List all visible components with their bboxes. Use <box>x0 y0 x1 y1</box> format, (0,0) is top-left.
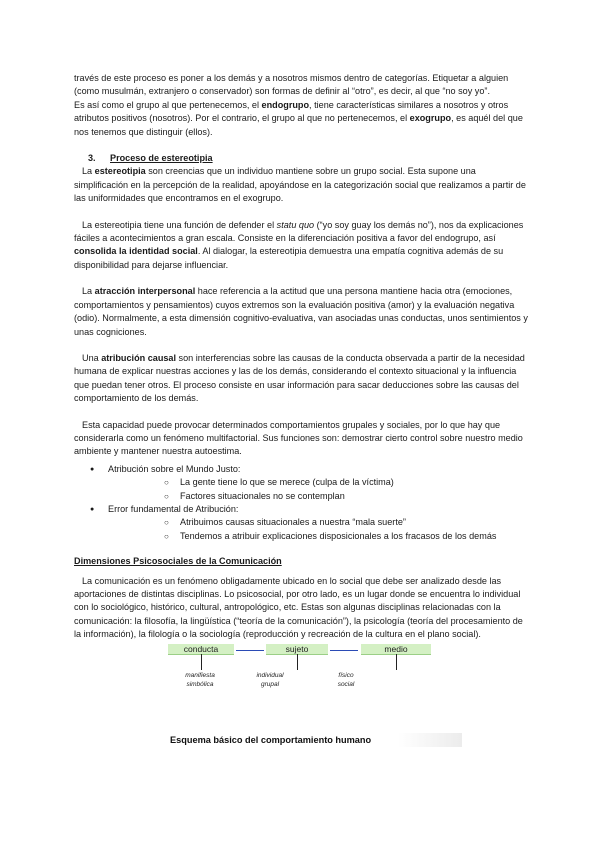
diagram-box-medio: medio <box>361 644 431 655</box>
list-item: ● Atribución sobre el Mundo Justo: ○ La gente tiene lo que se merece (culpa de la víctima) ○ Factores situacionales no se contemplan <box>74 463 530 503</box>
list-item: ○ Factores situacionales no se contemplan <box>108 490 530 503</box>
statu-quo-paragraph: La estereotipia tiene una función de defender el statu quo (“yo soy guay los demás no”), nos da explicaciones fáciles a acontecimientos a gran escala. Consiste en la diferenciación positiva a favor del endogrupo, así consolida la identidad social. Al dialogar, la estereotipia demuestra una empatía cognitiva además de su disponibilidad para dejarse influenciar. <box>74 219 524 270</box>
capacidad-paragraph: Esta capacidad puede provocar determinados comportamientos grupales y sociales, por lo que hay que considerarla como un fenómeno multifactorial. Sus funciones son: demostrar cierto control sobre nuestro medio ambiente y mantener nuestra autoestima. <box>74 419 523 457</box>
diagram-box-sujeto: sujeto <box>266 644 328 655</box>
endogrupo-paragraph: Es así como el grupo al que pertenecemos, el endogrupo, tiene características similares a nosotros y otros atributos positivos (nosotros). Por el contrario, el grupo al que no pertenecemos, el exogrupo, es aquél del que nos tenemos que distinguir (ellos). <box>74 99 523 137</box>
diagram-connector <box>330 650 358 651</box>
diagram-stem <box>297 654 298 670</box>
diagram-connector <box>236 650 264 651</box>
diagram-label-medio: físico social <box>337 672 355 688</box>
list-item: ○ Atribuimos causas situacionales a nuestra “mala suerte” <box>108 516 530 529</box>
intro-paragraph: través de este proceso es poner a los demás y a nosotros mismos dentro de categorías. Etiquetar a alguien (como musulmán, extranjero o conservador) son formas de definir al “otro”, es decir, al que “no soy yo”. <box>74 73 509 97</box>
section-title: Proceso de estereotipia <box>110 153 213 164</box>
diagram-label-sujeto: individual grupal <box>256 672 284 688</box>
attribution-list <box>74 463 530 543</box>
section-heading <box>88 152 530 165</box>
atribucion-paragraph: Una atribución causal son interferencias sobre las causas de la conducta observada a partir de la necesidad humana de explicar nuestras acciones y las de los demás, considerando el contexto situacional y la influencia que puedan tener otros. El proceso consiste en usar información para sacar deducciones sobre las causas del comportamiento de los demás. <box>74 352 525 404</box>
dimensiones-paragraph: La comunicación es un fenómeno obligadamente ubicado en lo social que debe ser analizado desde las aportaciones de distintas disciplinas. Lo psicosocial, por otro lado, es un lugar donde se encuentra lo individual con lo sociológico, histórico, cultural, antropológico, etc. Estas son algunas disciplinas relacionadas con la comunicación: la filosofía, la lingüística (“teoría de la comunicación”), la psicología (teoría del procesamiento de la información), la filología o la sociología (reproducción y recreación de la cultura en el plano social). <box>74 575 523 640</box>
atraccion-paragraph: La atracción interpersonal hace referencia a la actitud que una persona mantiene hacia otra (emociones, comportamientos y pensamientos) cuyos extremos son la evaluación positiva (amor) y la evaluación negativa (odio). Normalmente, a esta dimensión cognitivo-evaluativa, van asociadas unas conductas, unos sentimientos y unas cogniciones. <box>74 286 528 337</box>
diagram-title: Esquema básico del comportamiento humano <box>170 733 462 747</box>
behavior-diagram <box>164 644 464 754</box>
document-page <box>74 72 530 642</box>
diagram-box-conducta: conducta <box>168 644 234 655</box>
diagram-stem <box>201 654 202 670</box>
diagram-label-conducta: manifiesta simbólica <box>185 672 215 688</box>
section-number: 3. <box>88 153 96 164</box>
list-item: ○ La gente tiene lo que se merece (culpa de la víctima) <box>108 476 530 489</box>
diagram-stem <box>396 654 397 670</box>
dimensiones-heading: Dimensiones Psicosociales de la Comunicación <box>74 556 282 567</box>
list-item: ● Error fundamental de Atribución: ○ Atribuimos causas situacionales a nuestra “mala suerte” ○ Tendemos a atribuir explicaciones disposicionales a los fracasos de los demás <box>74 503 530 543</box>
estereotipia-paragraph: La estereotipia son creencias que un individuo mantiene sobre un grupo social. Esta supone una simplificación en la percepción de la realidad, apoyándose en la categorización social que realizamos a partir de las uniformidades que encontramos en el exogrupo. <box>74 166 526 204</box>
list-item: ○ Tendemos a atribuir explicaciones disposicionales a los fracasos de los demás <box>108 530 530 543</box>
